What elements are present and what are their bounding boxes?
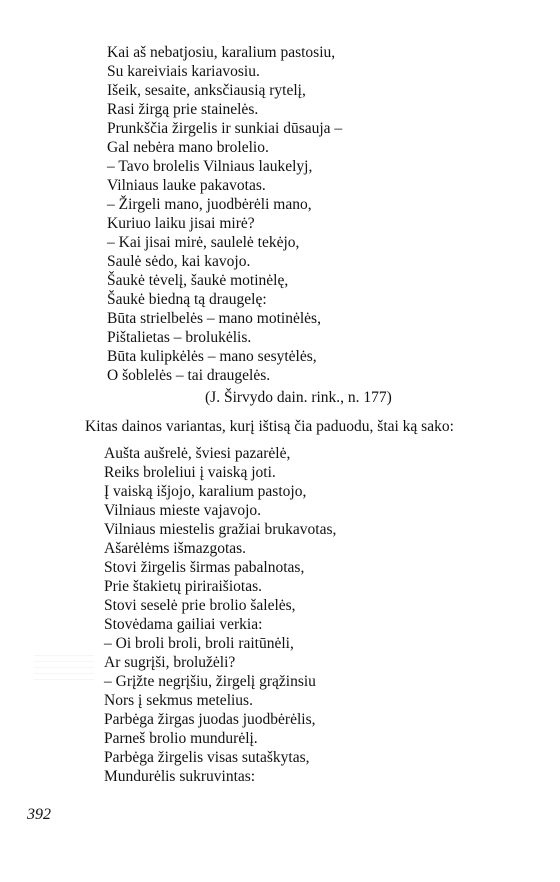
poem-line: Išeik, sesaite, anksčiausią rytelį, <box>107 82 306 99</box>
prose-paragraph: Kitas dainos variantas, kurį ištisą čia paduodu, štai ką sako: <box>85 418 454 435</box>
poem-line: Pištalietas – brolukėlis. <box>107 329 252 346</box>
poem-line: Gal nebėra mano brolelio. <box>107 139 269 156</box>
poem-line: Mundurėlis sukruvintas: <box>104 768 256 785</box>
poem-line: Stovi seselė prie brolio šalelės, <box>104 597 296 614</box>
poem-line: Kuriuo laiku jisai mirė? <box>107 215 255 232</box>
poem-line: – Grįžte negrįšiu, žirgelį grąžinsiu <box>104 673 316 690</box>
poem-line: Būta strielbelės – mano motinėlės, <box>107 310 321 327</box>
poem-line: O šoblelės – tai draugelės. <box>107 367 271 384</box>
poem-line: Rasi žirgą prie stainelės. <box>107 101 259 118</box>
poem-line: Šaukė tėvelį, šaukė motinėlę, <box>107 272 289 289</box>
poem-line: – Kai jisai mirė, saulelė tekėjo, <box>107 234 300 251</box>
bleed-through-mark <box>34 652 94 680</box>
poem-line: Į vaiską išjojo, karalium pastojo, <box>104 483 307 500</box>
poem-line: Stovi žirgelis širmas pabalnotas, <box>104 559 305 576</box>
poem-line: Vilniaus lauke pakavotas. <box>107 177 266 194</box>
poem-line: Prie štakietų piriraišiotas. <box>104 578 262 595</box>
poem-line: Kai aš nebatjosiu, karalium pastosiu, <box>107 44 336 61</box>
poem-line: Stovėdama gailiai verkia: <box>104 616 263 633</box>
poem-line: Parbėga žirgelis visas sutaškytas, <box>104 749 310 766</box>
poem-line: Šaukė biedną tą draugelę: <box>107 291 267 308</box>
poem-line: Vilniaus miestelis gražiai brukavotas, <box>104 521 337 538</box>
poem-line: Ašarėlėms išmazgotas. <box>104 540 247 557</box>
poem-line: Vilniaus mieste vajavojo. <box>104 502 262 519</box>
poem-line: Būta kulipkėlės – mano sesytėlės, <box>107 348 317 365</box>
poem-line: – Oi broli broli, broli raitūnėli, <box>104 635 294 652</box>
poem-line: Saulė sėdo, kai kavojo. <box>107 253 251 270</box>
poem-line: Reiks broleliui į vaiską joti. <box>104 464 276 481</box>
poem-line: Parneš brolio mundurėlį. <box>104 730 258 747</box>
source-citation: (J. Širvydo dain. rink., n. 177) <box>205 389 392 406</box>
poem-line: – Žirgeli mano, juodbėrėli mano, <box>107 196 312 213</box>
poem-line: Prunkščia žirgelis ir sunkiai dūsauja – <box>107 120 343 137</box>
page-number: 392 <box>27 806 51 823</box>
poem-line: Ar sugrįši, brolužėli? <box>104 654 236 671</box>
poem-line: Nors į sekmus metelius. <box>104 692 253 709</box>
poem-line: Aušta aušrelė, šviesi pazarėlė, <box>104 445 291 462</box>
poem-line: Su kareiviais kariavosiu. <box>107 63 260 80</box>
poem-line: – Tavo brolelis Vilniaus laukelyj, <box>107 158 313 175</box>
poem-line: Parbėga žirgas juodas juodbėrėlis, <box>104 711 316 728</box>
